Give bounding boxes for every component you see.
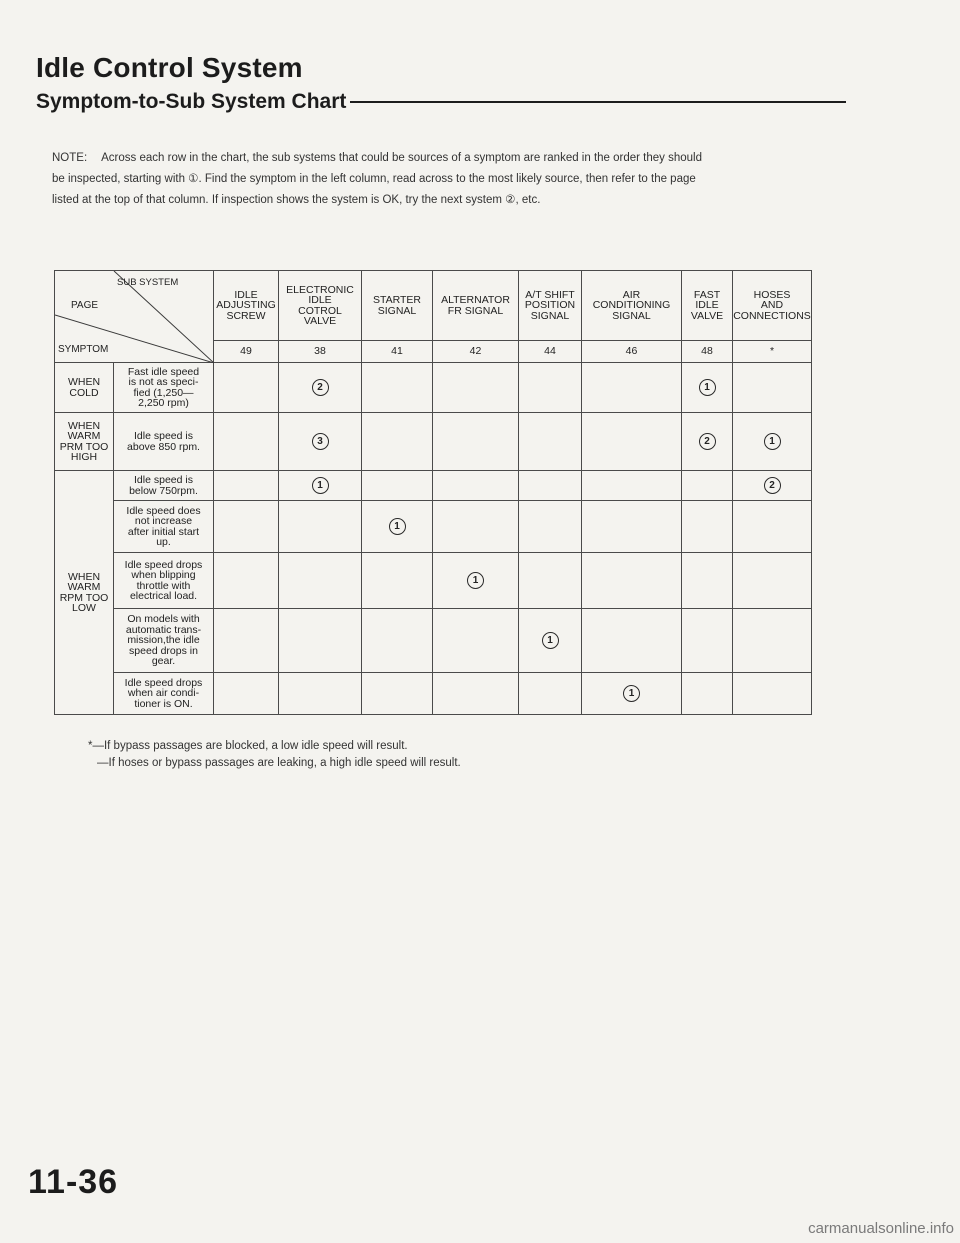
rank-cell xyxy=(279,673,362,715)
footnote xyxy=(88,738,461,772)
rank-cell xyxy=(214,413,279,471)
column-page-number: 38 xyxy=(279,341,362,363)
section-rule xyxy=(350,101,846,103)
footnote-line-2: —If hoses or bypass passages are leaking, a high idle speed will result. xyxy=(97,757,461,769)
table-row xyxy=(55,363,812,413)
rank-circle-icon: 3 xyxy=(312,433,329,450)
symptom-cell: Idle speed is below 750rpm. xyxy=(114,471,214,501)
rank-cell xyxy=(682,553,733,609)
rank-cell xyxy=(279,471,362,501)
rank-cell xyxy=(519,501,582,553)
rank-cell xyxy=(519,553,582,609)
rank-circle-icon: 2 xyxy=(699,433,716,450)
condition-when-warm-rpm-too-high: WHEN WARM PRM TOO HIGH xyxy=(55,413,114,471)
corner-sub-system-label: SUB SYSTEM xyxy=(117,277,179,288)
rank-cell xyxy=(682,609,733,673)
rank-cell xyxy=(214,609,279,673)
note-label: NOTE: xyxy=(52,152,88,164)
column-page-number: 49 xyxy=(214,341,279,363)
rank-cell xyxy=(279,501,362,553)
rank-cell xyxy=(582,673,682,715)
watermark-text: carmanualsonline.info xyxy=(808,1220,954,1237)
rank-cell xyxy=(214,363,279,413)
page-title: Idle Control System xyxy=(36,52,303,83)
rank-cell xyxy=(519,673,582,715)
note-line-2: be inspected, starting with ①. Find the symptom in the left column, read across to the most likely source, then refer to the page xyxy=(52,173,696,185)
rank-cell xyxy=(433,363,519,413)
column-page-number: 46 xyxy=(582,341,682,363)
rank-cell xyxy=(433,413,519,471)
rank-cell xyxy=(214,471,279,501)
rank-cell xyxy=(362,609,433,673)
symptom-cell: Idle speed does not increase after initial start up. xyxy=(114,501,214,553)
rank-cell xyxy=(519,471,582,501)
column-header-at-shift-position-signal: A/T SHIFT POSITION SIGNAL xyxy=(519,271,582,341)
rank-cell xyxy=(582,413,682,471)
column-page-number: * xyxy=(733,341,812,363)
rank-circle-icon: 1 xyxy=(699,379,716,396)
condition-when-cold: WHEN COLD xyxy=(55,363,114,413)
rank-cell xyxy=(582,553,682,609)
rank-circle-icon: 1 xyxy=(389,518,406,535)
symptom-cell: Fast idle speed is not as speci- fied (1,250— 2,250 rpm) xyxy=(114,363,214,413)
note-line-1: NOTE: Across each row in the chart, the sub systems that could be sources of a symptom are ranked in the order they should xyxy=(52,152,702,164)
column-page-number: 42 xyxy=(433,341,519,363)
rank-cell xyxy=(733,673,812,715)
rank-circle-icon: 1 xyxy=(312,477,329,494)
note-paragraph xyxy=(52,148,842,211)
rank-cell xyxy=(279,363,362,413)
symptom-cell: Idle speed is above 850 rpm. xyxy=(114,413,214,471)
section-title: Symptom-to-Sub System Chart xyxy=(36,90,347,113)
page-number: 11-36 xyxy=(28,1163,119,1201)
rank-cell xyxy=(519,609,582,673)
rank-cell xyxy=(733,501,812,553)
rank-cell xyxy=(433,553,519,609)
rank-cell xyxy=(733,413,812,471)
corner-page-label: PAGE xyxy=(71,300,99,311)
rank-circle-icon: 1 xyxy=(764,433,781,450)
corner-symptom-label: SYMPTOM xyxy=(58,344,109,355)
rank-cell xyxy=(519,363,582,413)
rank-cell xyxy=(733,471,812,501)
note-line-3: listed at the top of that column. If inspection shows the system is OK, try the next system ②, etc. xyxy=(52,194,541,206)
header-row xyxy=(55,271,812,341)
footnote-line-1: *—If bypass passages are blocked, a low idle speed will result. xyxy=(88,740,408,752)
rank-cell xyxy=(433,609,519,673)
column-header-air-conditioning-signal: AIR CONDITIONING SIGNAL xyxy=(582,271,682,341)
table-row xyxy=(55,413,812,471)
symptom-chart-table xyxy=(54,270,812,715)
table-row xyxy=(55,471,812,501)
rank-cell xyxy=(362,413,433,471)
rank-cell xyxy=(214,501,279,553)
table-row xyxy=(55,501,812,553)
rank-circle-icon: 2 xyxy=(764,477,781,494)
rank-cell xyxy=(733,553,812,609)
table-row xyxy=(55,609,812,673)
rank-cell xyxy=(362,471,433,501)
column-page-number: 41 xyxy=(362,341,433,363)
symptom-cell: Idle speed drops when blipping throttle with electrical load. xyxy=(114,553,214,609)
rank-cell xyxy=(362,673,433,715)
column-header-starter-signal: STARTER SIGNAL xyxy=(362,271,433,341)
rank-cell xyxy=(682,413,733,471)
rank-circle-icon: 1 xyxy=(623,685,640,702)
symptom-cell: On models with automatic trans- mission,the idle speed drops in gear. xyxy=(114,609,214,673)
corner-cell xyxy=(55,271,214,363)
rank-cell xyxy=(682,673,733,715)
condition-when-warm-rpm-too-low: WHEN WARM RPM TOO LOW xyxy=(55,471,114,715)
rank-circle-icon: 1 xyxy=(467,572,484,589)
rank-cell xyxy=(582,471,682,501)
rank-cell xyxy=(214,553,279,609)
column-header-electronic-idle-control-valve: ELECTRONIC IDLE COTROL VALVE xyxy=(279,271,362,341)
rank-cell xyxy=(433,501,519,553)
table-row xyxy=(55,673,812,715)
rank-cell xyxy=(582,363,682,413)
rank-cell xyxy=(733,363,812,413)
rank-cell xyxy=(733,609,812,673)
rank-cell xyxy=(519,413,582,471)
table-row xyxy=(55,553,812,609)
rank-cell xyxy=(582,501,682,553)
rank-circle-icon: 1 xyxy=(542,632,559,649)
column-header-idle-adjusting-screw: IDLE ADJUSTING SCREW xyxy=(214,271,279,341)
column-header-fast-idle-valve: FAST IDLE VALVE xyxy=(682,271,733,341)
rank-cell xyxy=(279,553,362,609)
column-page-number: 48 xyxy=(682,341,733,363)
rank-cell xyxy=(433,471,519,501)
rank-cell xyxy=(433,673,519,715)
rank-cell xyxy=(362,363,433,413)
rank-cell xyxy=(682,471,733,501)
rank-cell xyxy=(362,553,433,609)
rank-cell xyxy=(279,413,362,471)
symptom-cell: Idle speed drops when air condi- tioner is ON. xyxy=(114,673,214,715)
column-header-alternator-fr-signal: ALTERNATOR FR SIGNAL xyxy=(433,271,519,341)
rank-cell xyxy=(279,609,362,673)
rank-cell xyxy=(214,673,279,715)
rank-cell xyxy=(682,363,733,413)
rank-cell xyxy=(362,501,433,553)
rank-cell xyxy=(582,609,682,673)
column-header-hoses-and-connections: HOSES AND CONNECTIONS xyxy=(733,271,812,341)
column-page-number: 44 xyxy=(519,341,582,363)
rank-circle-icon: 2 xyxy=(312,379,329,396)
rank-cell xyxy=(682,501,733,553)
section-header xyxy=(36,90,846,114)
